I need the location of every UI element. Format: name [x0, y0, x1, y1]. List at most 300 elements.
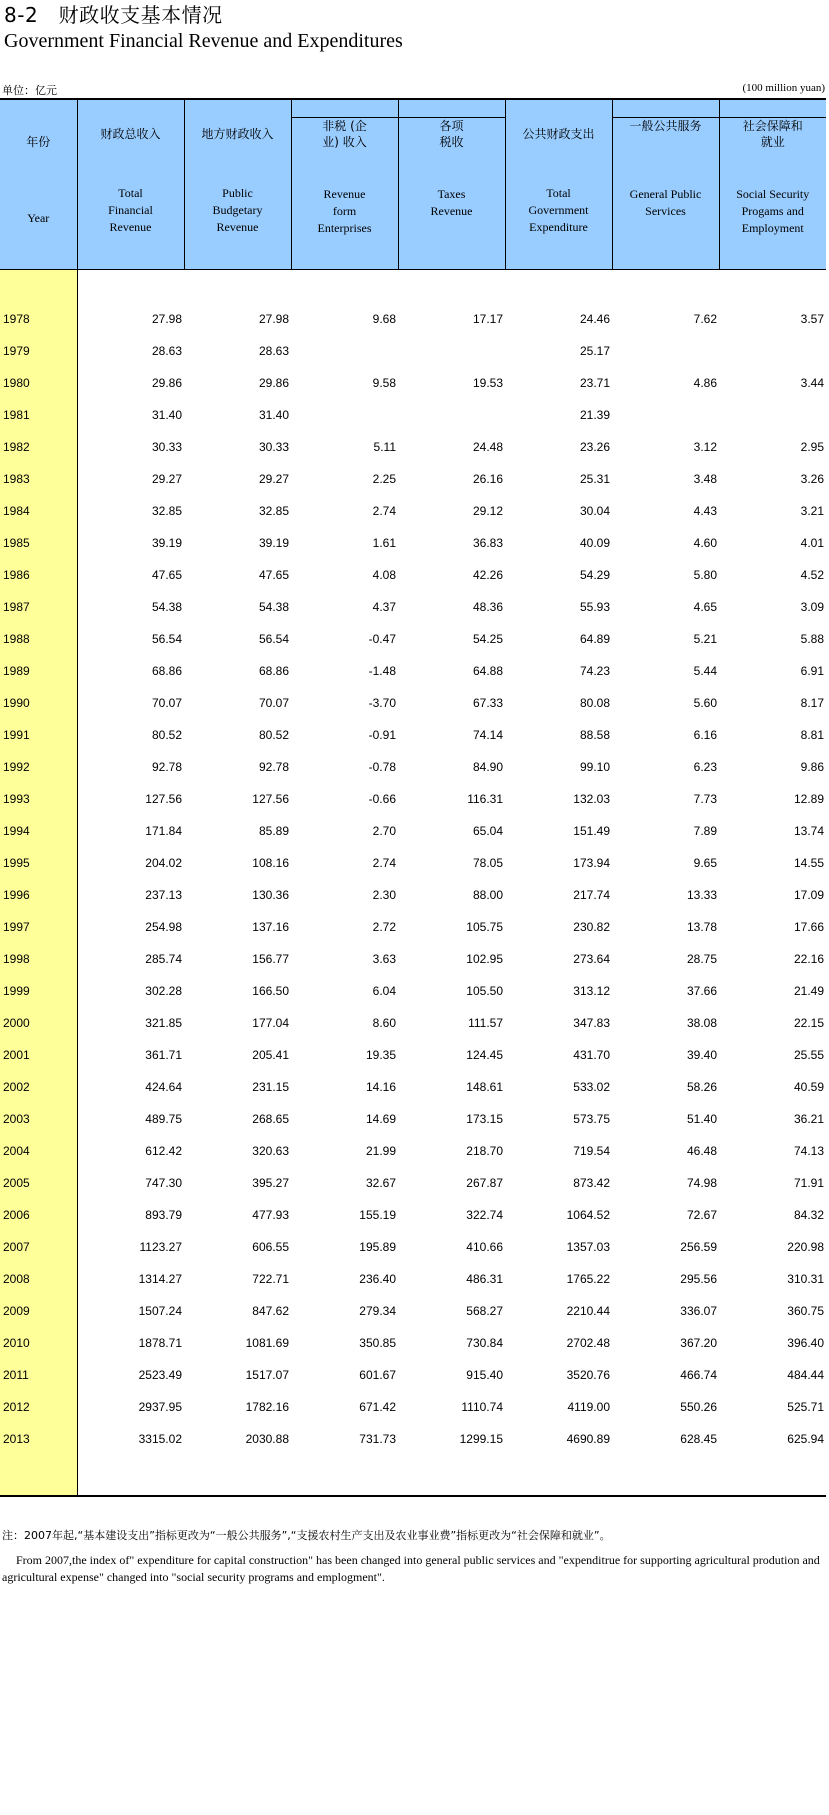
- cell-total: 80.52: [77, 719, 184, 751]
- cell-general: 5.60: [693, 696, 717, 710]
- cell-public: 30.33: [258, 440, 289, 454]
- cell-general: 6.23: [693, 760, 717, 774]
- cell-expenditure: 1064.52: [566, 1208, 610, 1222]
- header-taxes-en: Taxes Revenue: [430, 187, 473, 218]
- cell-taxes: 67.33: [472, 696, 503, 710]
- header-total-revenue: [77, 99, 184, 270]
- cell-expenditure: 40.09: [579, 536, 610, 550]
- table-row: [0, 943, 826, 975]
- cell-social: 84.32: [793, 1208, 824, 1222]
- cell-general: 13.78: [686, 920, 717, 934]
- cell-public: 32.85: [258, 504, 289, 518]
- cell-year: 1982: [0, 431, 77, 463]
- cell-enterprise: 2.25: [372, 472, 396, 486]
- spacer-cell: [291, 1455, 398, 1496]
- cell-general: 295.56: [680, 1272, 717, 1286]
- table-row: [0, 975, 826, 1007]
- cell-taxes: 19.53: [472, 376, 503, 390]
- cell-enterprise: 155.19: [359, 1208, 396, 1222]
- cell-total: 127.56: [77, 783, 184, 815]
- cell-general: 37.66: [686, 984, 717, 998]
- cell-total: 29.86: [77, 367, 184, 399]
- unit-label-en: (100 million yuan): [742, 82, 825, 94]
- cell-total: 237.13: [77, 879, 184, 911]
- spacer-cell: [505, 270, 612, 304]
- table-row: [0, 367, 826, 399]
- cell-expenditure: 4119.00: [567, 1400, 610, 1414]
- cell-year: 2009: [0, 1295, 77, 1327]
- cell-social: 13.74: [793, 824, 824, 838]
- cell-social: 2.95: [800, 440, 824, 454]
- cell-taxes: 124.45: [466, 1048, 503, 1062]
- table-row: [0, 431, 826, 463]
- cell-social: 8.17: [800, 696, 824, 710]
- cell-expenditure: 30.04: [579, 504, 610, 518]
- cell-general: 5.21: [693, 632, 717, 646]
- cell-total: 171.84: [77, 815, 184, 847]
- cell-expenditure: 1357.03: [566, 1240, 610, 1254]
- cell-taxes: 111.57: [468, 1016, 503, 1030]
- cell-total: 30.33: [77, 431, 184, 463]
- cell-year: 1991: [0, 719, 77, 751]
- cell-enterprise: 671.42: [359, 1400, 396, 1414]
- cell-expenditure: 55.93: [579, 600, 610, 614]
- cell-public: 28.63: [258, 344, 289, 358]
- cell-expenditure: 23.26: [579, 440, 610, 454]
- cell-social: 625.94: [787, 1432, 824, 1446]
- cell-total: 3315.02: [77, 1423, 184, 1455]
- cell-year: 1984: [0, 495, 77, 527]
- cell-general: 9.65: [693, 856, 717, 870]
- header-enterprises: [291, 99, 398, 270]
- cell-total: 321.85: [77, 1007, 184, 1039]
- cell-taxes: 42.26: [472, 568, 503, 582]
- header-total-revenue-cn: 财政总收入: [100, 127, 161, 141]
- cell-expenditure: 4690.89: [566, 1432, 610, 1446]
- cell-year: 1998: [0, 943, 77, 975]
- cell-expenditure: 1765.22: [566, 1272, 610, 1286]
- note-en: From 2007,the index of" expenditure for capital construction" has been changed into general public services and "expenditrue for supporting agricultural prodution and agricultural expense" changed into "social security programs and emplogment".: [2, 1553, 820, 1584]
- cell-social: 4.52: [800, 568, 824, 582]
- cell-year: 1989: [0, 655, 77, 687]
- cell-total: 361.71: [77, 1039, 184, 1071]
- cell-expenditure: 54.29: [579, 568, 610, 582]
- cell-social: 9.86: [800, 760, 824, 774]
- cell-general: 3.48: [693, 472, 717, 486]
- cell-public: 177.04: [252, 1016, 289, 1030]
- cell-total: 39.19: [77, 527, 184, 559]
- cell-public: 54.38: [258, 600, 289, 614]
- header-total-expenditure-cn: 公共财政支出: [522, 127, 595, 141]
- cell-enterprise: 601.67: [359, 1368, 396, 1382]
- cell-taxes: 84.90: [472, 760, 503, 774]
- cell-public: 80.52: [258, 728, 289, 742]
- cell-expenditure: 313.12: [573, 984, 610, 998]
- spacer-cell: [505, 1455, 612, 1496]
- cell-expenditure: 132.03: [573, 792, 610, 806]
- table-row: [0, 335, 826, 367]
- cell-enterprise: 32.67: [365, 1176, 396, 1190]
- cell-social: 3.21: [800, 504, 824, 518]
- cell-social: 310.31: [787, 1272, 824, 1286]
- cell-enterprise: 9.58: [372, 376, 396, 390]
- spacer-cell: [291, 270, 398, 304]
- cell-expenditure: 25.17: [579, 344, 610, 358]
- cell-taxes: 102.95: [466, 952, 503, 966]
- table-row: [0, 1327, 826, 1359]
- cell-social: 25.55: [793, 1048, 824, 1062]
- header-public-budgetary-cn: 地方财政收入: [201, 127, 274, 141]
- cell-expenditure: 25.31: [579, 472, 610, 486]
- cell-general: [612, 399, 719, 431]
- cell-general: 74.98: [686, 1176, 717, 1190]
- cell-total: 1878.71: [77, 1327, 184, 1359]
- cell-enterprise: -0.66: [368, 792, 396, 806]
- cell-year: 1990: [0, 687, 77, 719]
- cell-enterprise: 14.16: [365, 1080, 396, 1094]
- cell-taxes: 78.05: [472, 856, 503, 870]
- cell-public: 205.41: [252, 1048, 289, 1062]
- table-row: [0, 1007, 826, 1039]
- cell-social: 12.89: [793, 792, 824, 806]
- cell-expenditure: 273.64: [573, 952, 610, 966]
- cell-enterprise: 5.11: [373, 440, 396, 454]
- header-enterprises-cn: 非税 (企业) 收入: [322, 119, 367, 149]
- cell-total: 2937.95: [77, 1391, 184, 1423]
- cell-expenditure: 431.70: [573, 1048, 610, 1062]
- cell-taxes: 17.17: [472, 312, 503, 326]
- cell-total: 29.27: [77, 463, 184, 495]
- cell-taxes: 29.12: [472, 504, 503, 518]
- cell-taxes: 88.00: [472, 888, 503, 902]
- cell-general: 550.26: [680, 1400, 717, 1414]
- cell-general: 28.75: [686, 952, 717, 966]
- cell-year: 1999: [0, 975, 77, 1007]
- cell-total: 612.42: [77, 1135, 184, 1167]
- cell-social: 17.09: [793, 888, 824, 902]
- cell-social: 5.88: [800, 632, 824, 646]
- cell-year: 1996: [0, 879, 77, 911]
- cell-taxes: 74.14: [472, 728, 503, 742]
- cell-year: 2002: [0, 1071, 77, 1103]
- cell-enterprise: 195.89: [359, 1240, 396, 1254]
- cell-general: 5.44: [693, 664, 717, 678]
- cell-total: 489.75: [77, 1103, 184, 1135]
- cell-social: 22.15: [793, 1016, 824, 1030]
- cell-social: 17.66: [793, 920, 824, 934]
- table-row: [0, 1135, 826, 1167]
- cell-taxes: 1299.15: [459, 1432, 503, 1446]
- header-public-budgetary: [184, 99, 291, 270]
- spacer-cell: [77, 270, 184, 304]
- cell-general: 4.60: [693, 536, 717, 550]
- cell-taxes: 148.61: [466, 1080, 503, 1094]
- cell-public: 320.63: [252, 1144, 289, 1158]
- cell-general: 336.07: [680, 1304, 717, 1318]
- header-enterprises-en: Revenue form Enterprises: [317, 187, 372, 235]
- cell-social: 74.13: [793, 1144, 824, 1158]
- cell-taxes: 410.66: [466, 1240, 503, 1254]
- cell-total: 32.85: [77, 495, 184, 527]
- cell-general: 7.62: [693, 312, 717, 326]
- cell-year: 1987: [0, 591, 77, 623]
- header-total-expenditure-en: Total Government Expenditure: [528, 186, 589, 234]
- cell-enterprise: -0.91: [368, 728, 396, 742]
- spacer-cell: [719, 1455, 826, 1496]
- cell-enterprise: 2.74: [372, 504, 396, 518]
- cell-year: 1997: [0, 911, 77, 943]
- cell-expenditure: 173.94: [573, 856, 610, 870]
- cell-expenditure: 88.58: [579, 728, 610, 742]
- header-total-revenue-en: Total Financial Revenue: [108, 186, 153, 234]
- cell-general: 58.26: [686, 1080, 717, 1094]
- cell-year: 1994: [0, 815, 77, 847]
- cell-year: 2001: [0, 1039, 77, 1071]
- cell-expenditure: 217.74: [573, 888, 610, 902]
- cell-public: 56.54: [258, 632, 289, 646]
- cell-social: 3.09: [800, 600, 824, 614]
- header-year-cn: 年份: [26, 135, 51, 149]
- cell-general: 7.89: [693, 824, 717, 838]
- table-row: [0, 1199, 826, 1231]
- cell-general: 3.12: [693, 440, 717, 454]
- cell-public: 92.78: [258, 760, 289, 774]
- cell-public: 70.07: [258, 696, 289, 710]
- cell-total: 68.86: [77, 655, 184, 687]
- cell-enterprise: -3.70: [368, 696, 396, 710]
- cell-social: [719, 399, 826, 431]
- cell-enterprise: 731.73: [359, 1432, 396, 1446]
- page-title-en: Government Financial Revenue and Expenditures: [4, 30, 403, 52]
- cell-year: 2004: [0, 1135, 77, 1167]
- cell-social: 40.59: [793, 1080, 824, 1094]
- cell-taxes: 1110.74: [461, 1400, 503, 1414]
- spacer-cell: [719, 270, 826, 304]
- cell-social: 4.01: [800, 536, 824, 550]
- header-public-budgetary-en: Public Budgetary Revenue: [212, 186, 263, 234]
- cell-taxes: 116.31: [467, 792, 503, 806]
- cell-general: 466.74: [680, 1368, 717, 1382]
- cell-year: 2010: [0, 1327, 77, 1359]
- cell-total: 56.54: [77, 623, 184, 655]
- cell-social: 36.21: [793, 1112, 824, 1126]
- table-row: [0, 687, 826, 719]
- cell-enterprise: 4.37: [372, 600, 396, 614]
- cell-year: 2011: [0, 1359, 77, 1391]
- spacer-cell: [184, 270, 291, 304]
- cell-social: 220.98: [787, 1240, 824, 1254]
- cell-enterprise: 2.74: [372, 856, 396, 870]
- table-row: [0, 1039, 826, 1071]
- table-row: [0, 879, 826, 911]
- cell-expenditure: 80.08: [579, 696, 610, 710]
- cell-taxes: [398, 399, 505, 431]
- cell-taxes: 36.83: [472, 536, 503, 550]
- cell-enterprise: 350.85: [359, 1336, 396, 1350]
- table-row: [0, 655, 826, 687]
- cell-expenditure: 3520.76: [566, 1368, 610, 1382]
- cell-total: 204.02: [77, 847, 184, 879]
- spacer-cell: [184, 1455, 291, 1496]
- cell-total: 1123.27: [77, 1231, 184, 1263]
- cell-taxes: 26.16: [472, 472, 503, 486]
- cell-enterprise: 6.04: [372, 984, 396, 998]
- header-year-en: Year: [27, 211, 50, 225]
- header-social-security: [719, 99, 826, 270]
- cell-expenditure: 23.71: [579, 376, 610, 390]
- cell-expenditure: 873.42: [573, 1176, 610, 1190]
- cell-expenditure: 151.49: [573, 824, 610, 838]
- cell-public: 268.65: [252, 1112, 289, 1126]
- cell-public: 108.16: [252, 856, 289, 870]
- cell-public: 477.93: [252, 1208, 289, 1222]
- cell-total: 47.65: [77, 559, 184, 591]
- cell-total: 28.63: [77, 335, 184, 367]
- cell-total: 70.07: [77, 687, 184, 719]
- cell-public: 137.16: [252, 920, 289, 934]
- cell-general: 51.40: [686, 1112, 717, 1126]
- table-spacer-row: [0, 1455, 826, 1496]
- cell-taxes: 173.15: [466, 1112, 503, 1126]
- cell-general: 5.80: [693, 568, 717, 582]
- cell-year: 1986: [0, 559, 77, 591]
- revenue-expenditure-table: [0, 98, 826, 1497]
- cell-general: 4.86: [693, 376, 717, 390]
- table-row: [0, 1167, 826, 1199]
- cell-expenditure: 2210.44: [566, 1304, 610, 1318]
- cell-taxes: 105.75: [466, 920, 503, 934]
- cell-enterprise: -0.78: [368, 760, 396, 774]
- header-taxes: [398, 99, 505, 270]
- spacer-cell: [612, 1455, 719, 1496]
- cell-public: 156.77: [252, 952, 289, 966]
- cell-general: [612, 335, 719, 367]
- cell-public: 2030.88: [245, 1432, 289, 1446]
- spacer-cell: [398, 270, 505, 304]
- cell-general: 4.43: [693, 504, 717, 518]
- cell-general: 46.48: [686, 1144, 717, 1158]
- table-row: [0, 463, 826, 495]
- cell-enterprise: 236.40: [359, 1272, 396, 1286]
- table-row: [0, 495, 826, 527]
- cell-enterprise: 21.99: [365, 1144, 396, 1158]
- cell-year: 2008: [0, 1263, 77, 1295]
- note-cn: 注：2007年起,“基本建设支出”指标更改为“一般公共服务”,“支援农村生产支出及农业事业费”指标更改为“社会保障和就业”。: [2, 1529, 611, 1542]
- cell-general: 39.40: [686, 1048, 717, 1062]
- cell-general: 13.33: [686, 888, 717, 902]
- cell-social: 21.49: [793, 984, 824, 998]
- cell-enterprise: 8.60: [372, 1016, 396, 1030]
- cell-social: 22.16: [793, 952, 824, 966]
- cell-total: 1507.24: [77, 1295, 184, 1327]
- cell-total: 2523.49: [77, 1359, 184, 1391]
- cell-total: 285.74: [77, 943, 184, 975]
- header-social-security-cn: 社会保障和 就业: [742, 119, 803, 149]
- cell-social: 484.44: [787, 1368, 824, 1382]
- cell-public: 127.56: [252, 792, 289, 806]
- cell-total: 747.30: [77, 1167, 184, 1199]
- cell-expenditure: 24.46: [579, 312, 610, 326]
- cell-enterprise: 2.72: [372, 920, 396, 934]
- cell-public: 27.98: [258, 312, 289, 326]
- cell-social: 3.57: [800, 312, 824, 326]
- spacer-cell: [77, 1455, 184, 1496]
- cell-enterprise: 14.69: [365, 1112, 396, 1126]
- cell-public: 1782.16: [245, 1400, 289, 1414]
- header-social-security-en: Social Security Progams and Employment: [736, 187, 810, 235]
- cell-taxes: 218.70: [466, 1144, 503, 1158]
- cell-year: 1981: [0, 399, 77, 431]
- cell-expenditure: 533.02: [573, 1080, 610, 1094]
- cell-public: 395.27: [252, 1176, 289, 1190]
- cell-public: 847.62: [252, 1304, 289, 1318]
- cell-year: 2006: [0, 1199, 77, 1231]
- spacer-cell: [0, 270, 77, 304]
- cell-public: 231.15: [252, 1080, 289, 1094]
- cell-year: 1983: [0, 463, 77, 495]
- cell-taxes: 322.74: [466, 1208, 503, 1222]
- cell-year: 1988: [0, 623, 77, 655]
- cell-enterprise: [291, 335, 398, 367]
- table-row: [0, 1103, 826, 1135]
- cell-year: 1993: [0, 783, 77, 815]
- cell-year: 2005: [0, 1167, 77, 1199]
- cell-expenditure: 230.82: [573, 920, 610, 934]
- table-spacer-row: [0, 270, 826, 304]
- cell-total: 1314.27: [77, 1263, 184, 1295]
- cell-general: 4.65: [693, 600, 717, 614]
- cell-enterprise: -1.48: [368, 664, 396, 678]
- page-title-cn: 8-2 财政收支基本情况: [4, 3, 223, 27]
- cell-social: [719, 335, 826, 367]
- cell-public: 68.86: [258, 664, 289, 678]
- table-row: [0, 591, 826, 623]
- cell-year: 1978: [0, 303, 77, 335]
- table-row: [0, 1359, 826, 1391]
- unit-label-cn: 单位：亿元: [2, 84, 57, 97]
- cell-social: 3.26: [800, 472, 824, 486]
- cell-year: 1980: [0, 367, 77, 399]
- cell-enterprise: -0.47: [368, 632, 396, 646]
- cell-enterprise: 19.35: [365, 1048, 396, 1062]
- cell-taxes: 54.25: [472, 632, 503, 646]
- cell-taxes: 486.31: [466, 1272, 503, 1286]
- table-row: [0, 783, 826, 815]
- cell-general: 367.20: [680, 1336, 717, 1350]
- cell-enterprise: 4.08: [372, 568, 396, 582]
- table-body: [0, 270, 826, 1497]
- cell-public: 47.65: [258, 568, 289, 582]
- header-total-expenditure: [505, 99, 612, 270]
- cell-expenditure: 719.54: [573, 1144, 610, 1158]
- cell-total: 92.78: [77, 751, 184, 783]
- cell-year: 1992: [0, 751, 77, 783]
- cell-enterprise: 3.63: [372, 952, 396, 966]
- header-general-public-cn: 一般公共服务: [629, 119, 702, 133]
- cell-expenditure: 347.83: [573, 1016, 610, 1030]
- cell-total: 424.64: [77, 1071, 184, 1103]
- cell-enterprise: 9.68: [372, 312, 396, 326]
- table-row: [0, 527, 826, 559]
- cell-public: 130.36: [252, 888, 289, 902]
- table-row: [0, 815, 826, 847]
- cell-taxes: 915.40: [466, 1368, 503, 1382]
- cell-taxes: 65.04: [472, 824, 503, 838]
- cell-social: 6.91: [800, 664, 824, 678]
- cell-public: 1517.07: [245, 1368, 289, 1382]
- cell-total: 54.38: [77, 591, 184, 623]
- cell-taxes: 267.87: [466, 1176, 503, 1190]
